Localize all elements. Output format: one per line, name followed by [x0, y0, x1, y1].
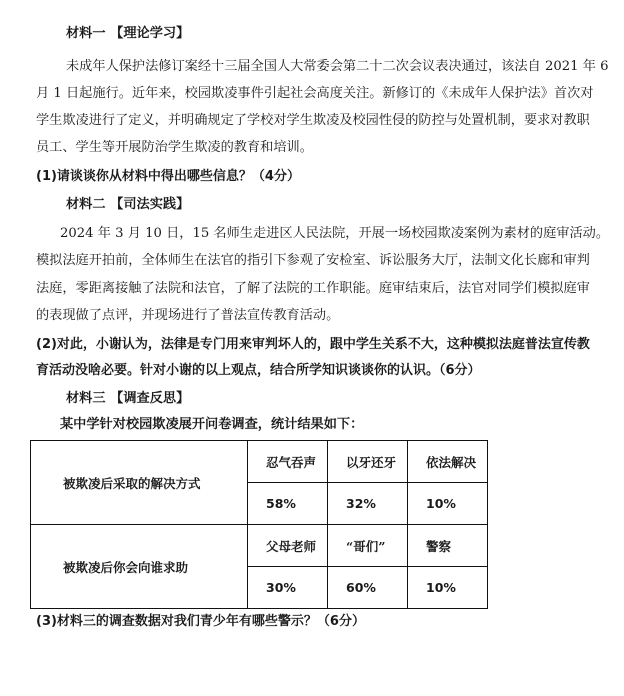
survey-value: 10% [408, 483, 488, 525]
survey-value: 58% [248, 483, 328, 525]
survey-value: 30% [248, 567, 328, 609]
question-2-line-1: (2)对此，小谢认为，法律是专门用来审判坏人的，跟中学生关系不大，这种模拟法庭普法宣传教 [36, 337, 590, 352]
material3-title: 材料三 【调查反思】 [66, 391, 190, 406]
question-1: (1)请谈谈你从材料中得出哪些信息？（4分） [36, 169, 300, 184]
material2-line-1: 2024 年 3 月 10 日，15 名师生走进区人民法院，开展一场校园欺凌案例为素材的庭审活动。 [60, 226, 610, 241]
material2-line-4: 的表现做了点评，并现场进行了普法宣传教育活动。 [36, 308, 340, 323]
survey-option: 忍气吞声 [248, 441, 328, 483]
question-2-line-2: 育活动没啥必要。针对小谢的以上观点，结合所学知识谈谈你的认识。（6分） [36, 363, 481, 378]
material2-line-3: 法庭，零距离接触了法院和法官，了解了法院的工作职能。庭审结束后，法官对同学们模拟庭审 [36, 281, 590, 296]
material1-title: 材料一 【理论学习】 [66, 26, 190, 41]
question-3: (3)材料三的调查数据对我们青少年有哪些警示？（6分） [36, 614, 365, 629]
material2-title: 材料二 【司法实践】 [66, 197, 190, 212]
material2-line-2: 模拟法庭开拍前，全体师生在法官的指引下参观了安检室、诉讼服务大厅，法制文化长廊和审判 [36, 253, 590, 268]
survey-value: 60% [328, 567, 408, 609]
survey-option: 依法解决 [408, 441, 488, 483]
survey-option: 警察 [408, 525, 488, 567]
material1-line-2: 月 1 日起施行。近年来，校园欺凌事件引起社会高度关注。新修订的《未成年人保护法》首次对 [36, 86, 594, 101]
survey-option: “哥们” [328, 525, 408, 567]
material1-line-4: 员工、学生等开展防治学生欺凌的教育和培训。 [36, 140, 313, 155]
survey-option: 以牙还牙 [328, 441, 408, 483]
survey-table [30, 440, 488, 609]
material3-intro: 某中学针对校园欺凌展开问卷调查，统计结果如下： [60, 417, 364, 432]
survey-value: 32% [328, 483, 408, 525]
survey-row-1-options [31, 441, 488, 483]
material1-line-3: 学生欺凌进行了定义，并明确规定了学校对学生欺凌及校园性侵的防控与处置机制，要求对教职 [36, 113, 590, 128]
survey-row-2-label: 被欺凌后你会向谁求助 [31, 525, 248, 609]
survey-row-2-options [31, 525, 488, 567]
survey-row-1-label: 被欺凌后采取的解决方式 [31, 441, 248, 525]
survey-option: 父母老师 [248, 525, 328, 567]
material1-line-1: 未成年人保护法修订案经十三届全国人大常委会第二十二次会议表决通过，该法自 2021 年 6 [66, 59, 609, 74]
survey-value: 10% [408, 567, 488, 609]
